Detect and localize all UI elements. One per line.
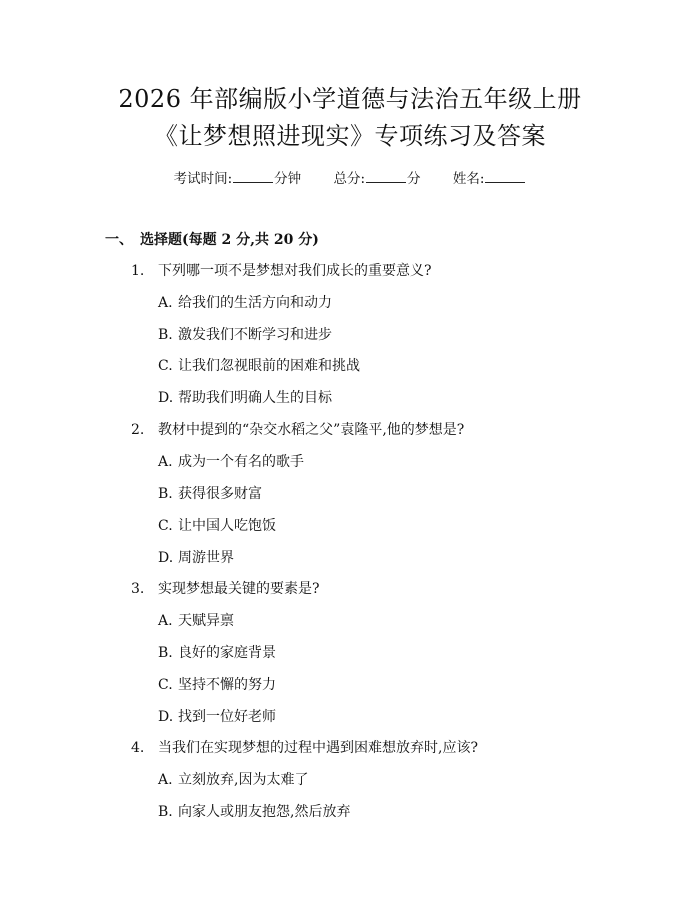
option-label: C. [158,518,173,534]
question-number: 2. [131,422,145,438]
exam-info-line [0,169,700,188]
option-text: 给我们的生活方向和动力 [178,295,332,311]
option-text: 向家人或朋友抱怨,然后放弃 [178,804,351,820]
option-label: D. [158,390,174,406]
option-3c [158,675,276,695]
option-1c [158,356,360,376]
question-text: 教材中提到的“杂交水稻之父”袁隆平,他的梦想是? [158,422,465,438]
exam-time-unit: 分钟 [274,171,302,187]
option-text: 成为一个有名的歌手 [178,454,304,470]
option-1d [158,388,332,408]
option-label: D. [158,709,174,725]
option-text: 良好的家庭背景 [178,645,276,661]
question-number: 4. [131,740,145,756]
option-text: 找到一位好老师 [178,709,276,725]
option-2a [158,452,304,472]
section-number: 一、 [105,232,133,248]
question-text: 当我们在实现梦想的过程中遇到困难想放弃时,应该? [158,740,478,756]
option-label: B. [158,645,173,661]
section-title: 选择题(每题 2 分,共 20 分) [140,232,319,248]
question-2 [131,420,464,440]
document-title-line-2: 《让梦想照进现实》专项练习及答案 [154,122,546,150]
option-label: B. [158,486,173,502]
option-label: B. [158,804,173,820]
option-1a [158,293,332,313]
option-2b [158,484,262,504]
option-2d [158,548,234,568]
option-3a [158,611,234,631]
question-1 [131,261,432,281]
option-label: D. [158,550,174,566]
student-name-field [453,169,527,188]
total-score-unit: 分 [407,171,421,187]
option-text: 周游世界 [178,550,234,566]
student-name-label: 姓名: [452,171,485,187]
total-score-label: 总分: [333,171,366,187]
option-text: 立刻放弃,因为太难了 [178,772,309,788]
option-1b [158,325,332,345]
option-4b [158,802,350,822]
question-number: 1. [131,263,145,279]
student-name-blank [485,169,525,183]
option-text: 获得很多财富 [178,486,262,502]
option-text: 坚持不懈的努力 [178,677,276,693]
question-4 [131,738,478,758]
option-label: A. [158,613,173,629]
option-2c [158,516,276,536]
option-4a [158,770,308,790]
question-text: 下列哪一项不是梦想对我们成长的重要意义? [158,263,432,279]
document-title-line-1: 2026 年部编版小学道德与法治五年级上册 [118,85,582,113]
option-3b [158,643,276,663]
question-text: 实现梦想最关键的要素是? [158,581,320,597]
total-score-field [333,169,420,188]
total-score-blank [366,169,406,183]
option-label: C. [158,677,173,693]
exam-time-label: 考试时间: [173,171,233,187]
option-text: 天赋异禀 [178,613,234,629]
option-label: B. [158,327,173,343]
option-3d [158,707,276,727]
option-text: 帮助我们明确人生的目标 [178,390,332,406]
question-number: 3. [131,581,145,597]
option-label: A. [158,772,173,788]
option-label: A. [158,454,173,470]
option-label: C. [158,358,173,374]
exam-time-field [174,169,302,188]
option-text: 激发我们不断学习和进步 [178,327,332,343]
option-text: 让我们忽视眼前的困难和挑战 [178,358,360,374]
option-label: A. [158,295,173,311]
section-heading [105,230,319,250]
exam-time-blank [233,169,273,183]
option-text: 让中国人吃饱饭 [178,518,276,534]
question-3 [131,579,320,599]
